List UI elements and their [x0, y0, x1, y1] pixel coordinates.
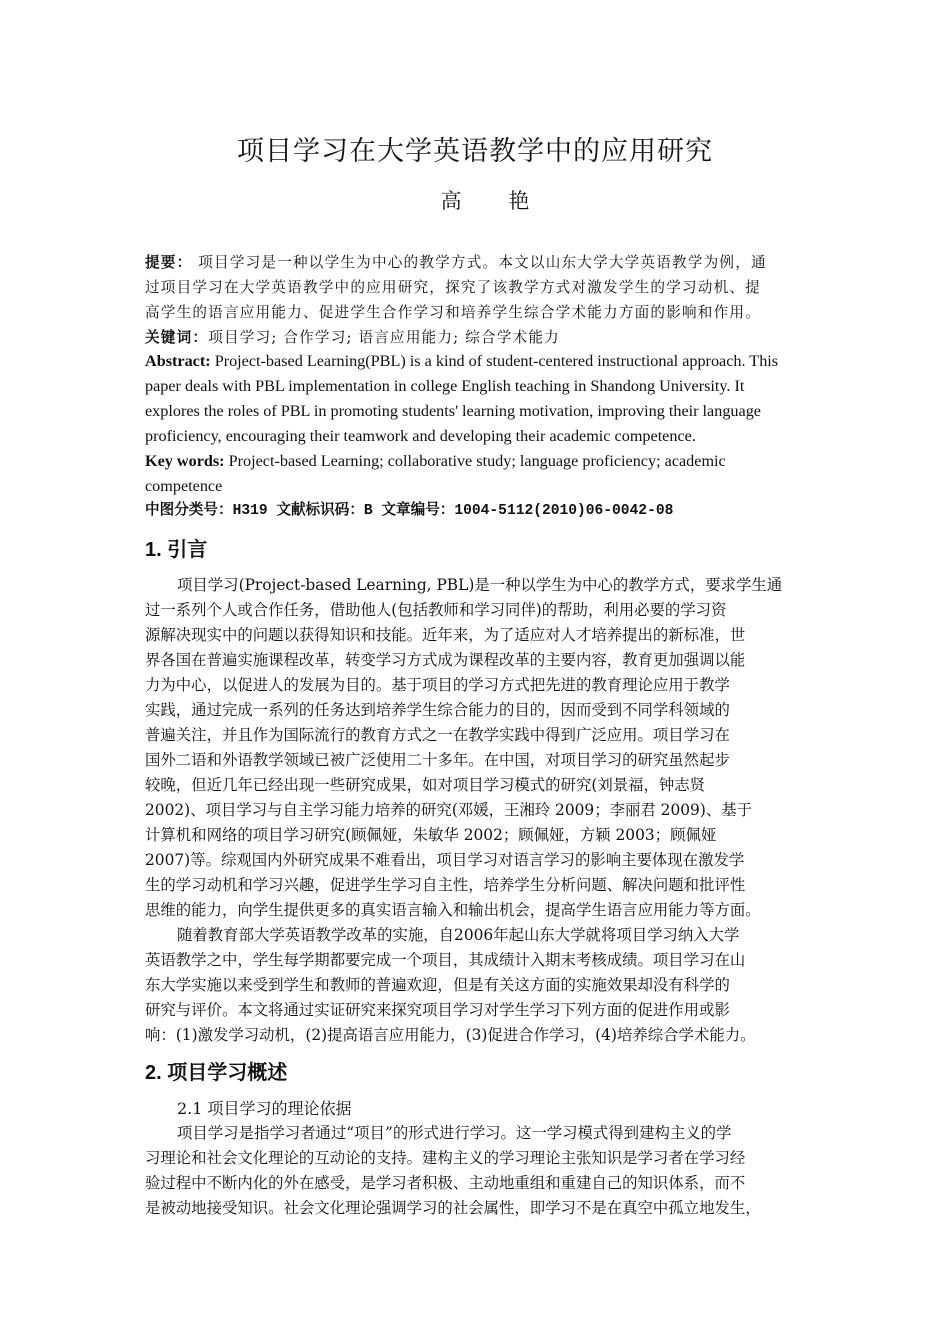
section-1-heading: 1. 引言 [145, 539, 208, 561]
section-1-para-1 [145, 573, 810, 923]
para-line: 普遍关注，并且作为国际流行的教育方式之一在教学实践中得到广泛应用。项目学习在 [145, 726, 730, 744]
para-line: 是被动地接受知识。社会文化理论强调学习的社会属性，即学习不是在真空中孤立地发生， [145, 1199, 761, 1217]
section-1-para-2 [145, 923, 810, 1048]
para-line: 力为中心，以促进人的发展为目的。基于项目的学习方式把先进的教育理论应用于教学 [145, 676, 730, 694]
para-line: 计算机和网络的项目学习研究(顾佩娅，朱敏华 2002；顾佩娅，方颖 2003；顾佩娅 [145, 826, 717, 844]
paper-title: 项目学习在大学英语教学中的应用研究 [237, 136, 713, 167]
abstract-en-line: proficiency, encouraging their teamwork and developing their academic competence. [145, 427, 696, 445]
para-line: 源解决现实中的问题以获得知识和技能。近年来，为了适应对人才培养提出的新标准，世 [145, 626, 746, 644]
abstract-en-line: Abstract: Project-based Learning(PBL) is a kind of student-centered instructional approach. This [145, 352, 779, 370]
para-line: 响：(1)激发学习动机，(2)提高语言应用能力，(3)促进合作学习，(4)培养综合学术能力。 [145, 1026, 756, 1044]
keywords-cn: 关键词：项目学习; 合作学习; 语言应用能力; 综合学术能力 [145, 329, 560, 346]
para-line: 国外二语和外语教学领域已被广泛使用二十多年。在中国，对项目学习的研究虽然起步 [145, 751, 730, 769]
para-line: 较晚，但近几年已经出现一些研究成果，如对项目学习模式的研究(刘景福，钟志贤 [145, 776, 706, 794]
section-2-1-subheading: 2.1 项目学习的理论依据 [177, 1099, 352, 1118]
abstract-en-line: explores the roles of PBL in promoting students' learning motivation, improving their language [145, 402, 761, 420]
keywords-cn-label: 关键词： [145, 330, 209, 346]
classification-line: 中图分类号：H319 文献标识码：B 文章编号：1004-5112(2010)06-0042-08 [145, 503, 674, 519]
abstract-en [145, 349, 810, 524]
section-2-heading: 2. 项目学习概述 [145, 1062, 288, 1084]
keywords-en-line: competence [145, 477, 223, 495]
para-line: 生的学习动机和学习兴趣，促进学生学习自主性，培养学生分析问题、解决问题和批评性 [145, 876, 746, 894]
para-line: 思维的能力，向学生提供更多的真实语言输入和输出机会，提高学生语言应用能力等方面。 [145, 901, 761, 919]
para-line: 英语教学之中，学生每学期都要完成一个项目，其成绩计入期末考核成绩。项目学习在山 [145, 951, 746, 969]
para-line: 验过程中不断内化的外在感受，是学习者积极、主动地重组和重建自己的知识体系，而不 [145, 1174, 746, 1192]
para-line: 界各国在普遍实施课程改革，转变学习方式成为课程改革的主要内容，教育更加强调以能 [145, 651, 746, 669]
para-line: 东大学实施以来受到学生和教师的普遍欢迎，但是有关这方面的实施效果却没有科学的 [145, 976, 730, 994]
abstract-cn-line: 提要： 项目学习是一种以学生为中心的教学方式。本文以山东大学大学英语教学为例，通 [145, 254, 767, 271]
para-line: 项目学习(Project-based Learning, PBL)是一种以学生为中心的教学方式，要求学生通 [177, 576, 783, 594]
para-line: 实践，通过完成一系列的任务达到培养学生综合能力的目的，因而受到不同学科领域的 [145, 701, 730, 719]
abstract-en-line: paper deals with PBL implementation in college English teaching in Shandong University. It [145, 377, 745, 395]
para-line: 项目学习是指学习者通过“项目”的形式进行学习。这一学习模式得到建构主义的学 [177, 1124, 732, 1142]
keywords-en: Key words: Project-based Learning; collaborative study; language proficiency; academic [145, 452, 726, 470]
para-line: 2007)等。综观国内外研究成果不难看出，项目学习对语言学习的影响主要体现在激发学 [145, 851, 745, 869]
author-name: 高 艳 [440, 189, 550, 213]
abstract-cn [145, 250, 810, 350]
abstract-cn-label: 提要： [145, 255, 193, 271]
para-line: 2002)、项目学习与自主学习能力培养的研究(邓媛，王湘玲 2009；李丽君 2009)、基于 [145, 801, 753, 819]
section-2-para-1 [145, 1121, 810, 1221]
abstract-en-label: Abstract: [145, 352, 211, 370]
keywords-en-label: Key words: [145, 452, 225, 470]
para-line: 习理论和社会文化理论的互动论的支持。建构主义的学习理论主张知识是学习者在学习经 [145, 1149, 746, 1167]
abstract-cn-line: 过项目学习在大学英语教学中的应用研究，探究了该教学方式对激发学生的学习动机、提 [145, 279, 761, 296]
abstract-cn-line: 高学生的语言应用能力、促进学生合作学习和培养学生综合学术能力方面的影响和作用。 [145, 304, 761, 321]
para-line: 随着教育部大学英语教学改革的实施，自2006年起山东大学就将项目学习纳入大学 [177, 926, 740, 944]
para-line: 研究与评价。本文将通过实证研究来探究项目学习对学生学习下列方面的促进作用或影 [145, 1001, 730, 1019]
para-line: 过一系列个人或合作任务，借助他人(包括教师和学习同伴)的帮助，利用必要的学习资 [145, 601, 727, 619]
